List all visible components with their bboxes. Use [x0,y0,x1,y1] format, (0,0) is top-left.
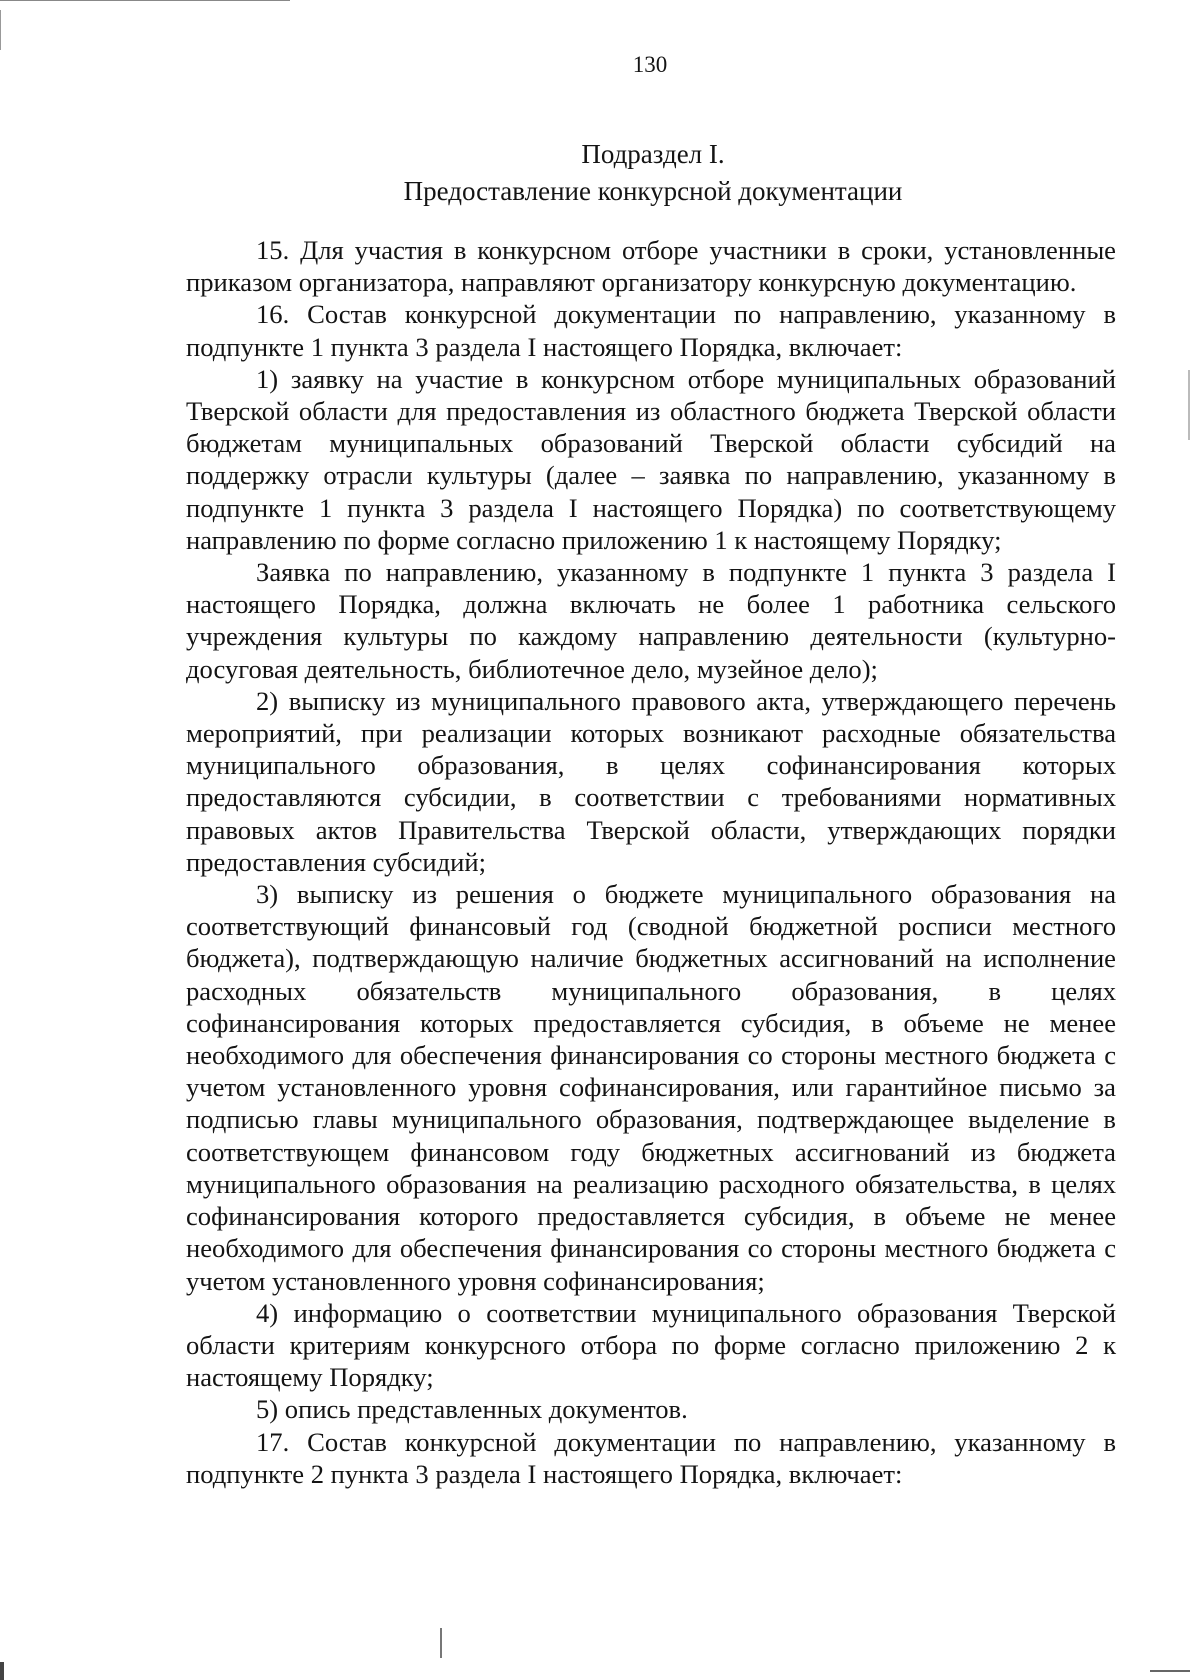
subsection-subtitle: Предоставление конкурсной документации [403,176,903,206]
scan-artifact [1150,1670,1190,1672]
body-text [186,234,1116,1490]
list-item-3: 3) выписку из решения о бюджете муниципального образования на соответствующий финансовый год (сводной бюджетной росписи местного бюджета), подтверждающую наличие бюджетных ассигнований на исполнение расходных обязательств муниципального образования, в целях софинансирования которых предоставляется субсидия, в объеме не менее необходимого для обеспечения финансирования со стороны местного бюджета с учетом установленного уровня софинансирования, или гарантийное письмо за подписью главы муниципального образования, подтверждающее выделение в соответствующем финансовом году бюджетных ассигнований из бюджета муниципального образования на реализацию расходного обязательства, в целях софинансирования которого предоставляется субсидия, в объеме не менее необходимого для обеспечения финансирования со стороны местного бюджета с учетом установленного уровня софинансирования; [186,879,1116,1296]
scan-artifact [1188,370,1190,440]
scan-artifact [0,1662,4,1680]
page-number: 130 [632,52,668,77]
paragraph-17: 17. Состав конкурсной документации по направлению, указанному в подпункте 2 пункта 3 раздела I настоящего Порядка, включает: [186,1426,1116,1489]
subsection-title: Подраздел I. [581,139,725,169]
scan-artifact [0,0,290,1]
section-heading [0,136,1200,210]
list-item-5: 5) опись представленных документов. [256,1394,688,1425]
list-item-2: 2) выписку из муниципального правового акта, утверждающего перечень мероприятий, при реализации которых возникают расходные обязательства муниципального образования, в целях софинансирования которых предоставляются субсидии, в соответствии с требованиями нормативных правовых актов Правительства Тверской области, утверждающих порядки предоставления субсидий; [186,685,1116,877]
paragraph-16: 16. Состав конкурсной документации по направлению, указанному в подпункте 1 пункта 3 раздела I настоящего Порядка, включает: [186,299,1116,362]
scan-artifact [0,10,1,50]
application-note: Заявка по направлению, указанному в подпункте 1 пункта 3 раздела I настоящего Порядка, должна включать не более 1 работника сельского учреждения культуры по каждому направлению деятельности (культурно-досуговая деятельность, библиотечное дело, музейное дело); [186,557,1116,684]
scan-artifact [440,1628,442,1658]
list-item-1: 1) заявку на участие в конкурсном отборе муниципальных образований Тверской области для предоставления из областного бюджета Тверской области бюджетам муниципальных образований Тверской области субсидий на поддержку отрасли культуры (далее – заявка по направлению, указанному в подпункте 1 пункта 3 раздела I настоящего Порядка) по соответствующему направлению по форме согласно приложению 1 к настоящему Порядку; [186,363,1116,555]
list-item-4: 4) информацию о соответствии муниципального образования Тверской области критериям конкурсного отбора по форме согласно приложению 2 к настоящему Порядку; [186,1297,1116,1393]
paragraph-15: 15. Для участия в конкурсном отборе участники в сроки, установленные приказом организатора, направляют организатору конкурсную документацию. [186,235,1116,298]
